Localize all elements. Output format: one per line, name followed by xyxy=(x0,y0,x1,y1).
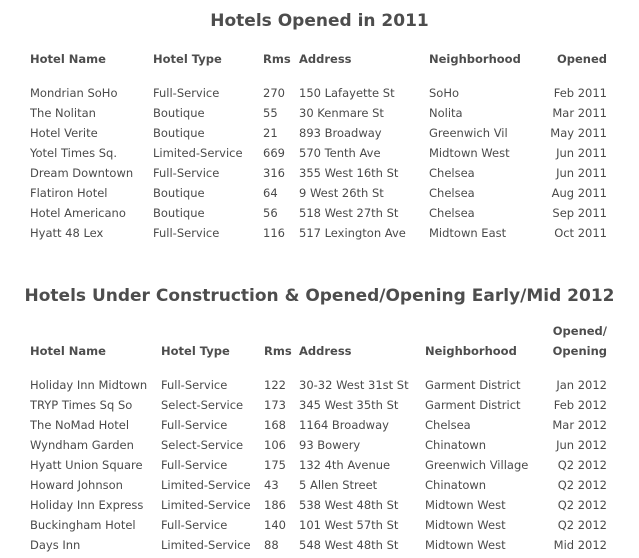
hotel-name: TRYP Times Sq So xyxy=(30,398,133,412)
rooms: 669 xyxy=(263,146,285,160)
col-address: Address xyxy=(299,344,352,358)
neighborhood: Midtown West xyxy=(425,498,506,512)
neighborhood: Chelsea xyxy=(425,418,471,432)
col-opened-top: Opened/ xyxy=(552,324,607,338)
rooms: 56 xyxy=(263,206,278,220)
hotel-name: Holiday Inn Express xyxy=(30,498,144,512)
table-row xyxy=(30,455,607,475)
hotel-type: Boutique xyxy=(153,106,205,120)
opening-date: Q2 2012 xyxy=(557,458,607,472)
address: 570 Tenth Ave xyxy=(299,146,381,160)
rooms: 175 xyxy=(264,458,286,472)
hotel-type: Full-Service xyxy=(161,518,228,532)
hotel-type: Full-Service xyxy=(153,226,220,240)
hotel-type: Limited-Service xyxy=(161,538,251,552)
opened-date: Mar 2011 xyxy=(552,106,607,120)
address: 101 West 57th St xyxy=(299,518,399,532)
neighborhood: Midtown West xyxy=(425,538,506,552)
rooms: 140 xyxy=(264,518,286,532)
hotel-name: The NoMad Hotel xyxy=(30,418,130,432)
table-header-row xyxy=(30,338,607,358)
hotel-name: Days Inn xyxy=(30,538,81,552)
hotel-name: Howard Johnson xyxy=(30,478,123,492)
hotel-name: Hotel Verite xyxy=(30,126,98,140)
neighborhood: Chinatown xyxy=(425,438,487,452)
table-row xyxy=(30,435,607,455)
hotel-type: Full-Service xyxy=(161,418,228,432)
table-row xyxy=(30,415,607,435)
hotel-name: Dream Downtown xyxy=(30,166,134,180)
address: 93 Bowery xyxy=(299,438,361,452)
table-row xyxy=(30,103,607,123)
opened-date: Jun 2011 xyxy=(556,166,607,180)
hotel-name: Hyatt Union Square xyxy=(30,458,143,472)
opened-date: Aug 2011 xyxy=(551,186,607,200)
hotel-type: Boutique xyxy=(153,126,205,140)
address: 548 West 48th St xyxy=(299,538,399,552)
hotel-name: Hotel Americano xyxy=(30,206,126,220)
col-neighborhood: Neighborhood xyxy=(429,52,521,66)
rooms: 316 xyxy=(263,166,285,180)
address: 30-32 West 31st St xyxy=(299,378,409,392)
opened-date: Feb 2011 xyxy=(553,86,607,100)
table-row xyxy=(30,375,607,395)
hotel-name: Yotel Times Sq. xyxy=(30,146,118,160)
rooms: 55 xyxy=(263,106,278,120)
opened-date: May 2011 xyxy=(550,126,607,140)
neighborhood: Chinatown xyxy=(425,478,487,492)
address: 5 Allen Street xyxy=(299,478,378,492)
col-hotel-type: Hotel Type xyxy=(161,344,230,358)
table-row xyxy=(30,203,607,223)
table-row xyxy=(30,535,607,555)
address: 518 West 27th St xyxy=(299,206,399,220)
opening-date: Q2 2012 xyxy=(557,498,607,512)
hotel-type: Full-Service xyxy=(161,458,228,472)
hotel-type: Select-Service xyxy=(161,438,244,452)
hotels-2011-table xyxy=(30,40,607,243)
address: 517 Lexington Ave xyxy=(299,226,406,240)
neighborhood: Midtown East xyxy=(429,226,507,240)
address: 345 West 35th St xyxy=(299,398,399,412)
rooms: 88 xyxy=(264,538,279,552)
table-row xyxy=(30,395,607,415)
rooms: 122 xyxy=(264,378,286,392)
neighborhood: Chelsea xyxy=(429,186,475,200)
table-row xyxy=(30,223,607,243)
rooms: 186 xyxy=(264,498,286,512)
table-header-row xyxy=(30,40,607,66)
rooms: 270 xyxy=(263,86,285,100)
address: 9 West 26th St xyxy=(299,186,384,200)
table-row xyxy=(30,495,607,515)
neighborhood: Chelsea xyxy=(429,206,475,220)
rooms: 116 xyxy=(263,226,285,240)
hotel-type: Limited-Service xyxy=(161,498,251,512)
opening-date: Mar 2012 xyxy=(552,418,607,432)
hotels-2012-table xyxy=(30,316,607,555)
rooms: 106 xyxy=(264,438,286,452)
hotel-name: Mondrian SoHo xyxy=(30,86,118,100)
section-title-2011: Hotels Opened in 2011 xyxy=(210,11,429,31)
address: 150 Lafayette St xyxy=(299,86,395,100)
rooms: 21 xyxy=(263,126,278,140)
hotel-name: Holiday Inn Midtown xyxy=(30,378,148,392)
opening-date: Jun 2012 xyxy=(556,438,607,452)
table-row xyxy=(30,123,607,143)
address: 30 Kenmare St xyxy=(299,106,384,120)
neighborhood: Nolita xyxy=(429,106,463,120)
hotel-name: Flatiron Hotel xyxy=(30,186,108,200)
table-row xyxy=(30,163,607,183)
col-neighborhood: Neighborhood xyxy=(425,344,517,358)
col-opening: Opening xyxy=(552,344,607,358)
hotel-type: Full-Service xyxy=(153,86,220,100)
col-rooms: Rms xyxy=(263,52,291,66)
neighborhood: SoHo xyxy=(429,86,460,100)
table-row xyxy=(30,515,607,535)
hotel-name: The Nolitan xyxy=(30,106,96,120)
col-rooms: Rms xyxy=(264,344,292,358)
hotel-type: Limited-Service xyxy=(153,146,243,160)
hotel-name: Hyatt 48 Lex xyxy=(30,226,104,240)
address: 1164 Broadway xyxy=(299,418,389,432)
hotel-name: Buckingham Hotel xyxy=(30,518,136,532)
opening-date: Mid 2012 xyxy=(553,538,607,552)
table-row xyxy=(30,83,607,103)
neighborhood: Midtown West xyxy=(425,518,506,532)
table-row xyxy=(30,183,607,203)
hotel-type: Boutique xyxy=(153,206,205,220)
address: 355 West 16th St xyxy=(299,166,399,180)
table-row xyxy=(30,143,607,163)
neighborhood: Chelsea xyxy=(429,166,475,180)
rooms: 168 xyxy=(264,418,286,432)
rooms: 173 xyxy=(264,398,286,412)
neighborhood: Greenwich Vil xyxy=(429,126,508,140)
neighborhood: Garment District xyxy=(425,398,521,412)
hotel-type: Full-Service xyxy=(161,378,228,392)
rooms: 64 xyxy=(263,186,278,200)
table-row xyxy=(30,475,607,495)
neighborhood: Garment District xyxy=(425,378,521,392)
opened-date: Jun 2011 xyxy=(556,146,607,160)
col-hotel-name: Hotel Name xyxy=(30,344,106,358)
section-title-2012: Hotels Under Construction & Opened/Opening Early/Mid 2012 xyxy=(24,286,615,306)
neighborhood: Midtown West xyxy=(429,146,510,160)
col-hotel-type: Hotel Type xyxy=(153,52,222,66)
address: 538 West 48th St xyxy=(299,498,399,512)
opened-date: Sep 2011 xyxy=(552,206,607,220)
hotel-type: Boutique xyxy=(153,186,205,200)
opening-date: Jan 2012 xyxy=(556,378,607,392)
col-opened: Opened xyxy=(556,52,607,66)
hotel-type: Full-Service xyxy=(153,166,220,180)
col-hotel-name: Hotel Name xyxy=(30,52,106,66)
address: 893 Broadway xyxy=(299,126,382,140)
table-header-row-top xyxy=(30,316,607,338)
opened-date: Oct 2011 xyxy=(554,226,607,240)
col-address: Address xyxy=(299,52,352,66)
address: 132 4th Avenue xyxy=(299,458,391,472)
neighborhood: Greenwich Village xyxy=(425,458,529,472)
rooms: 43 xyxy=(264,478,279,492)
opening-date: Q2 2012 xyxy=(557,518,607,532)
opening-date: Feb 2012 xyxy=(553,398,607,412)
hotel-name: Wyndham Garden xyxy=(30,438,134,452)
hotel-type: Limited-Service xyxy=(161,478,251,492)
hotel-type: Select-Service xyxy=(161,398,244,412)
opening-date: Q2 2012 xyxy=(557,478,607,492)
